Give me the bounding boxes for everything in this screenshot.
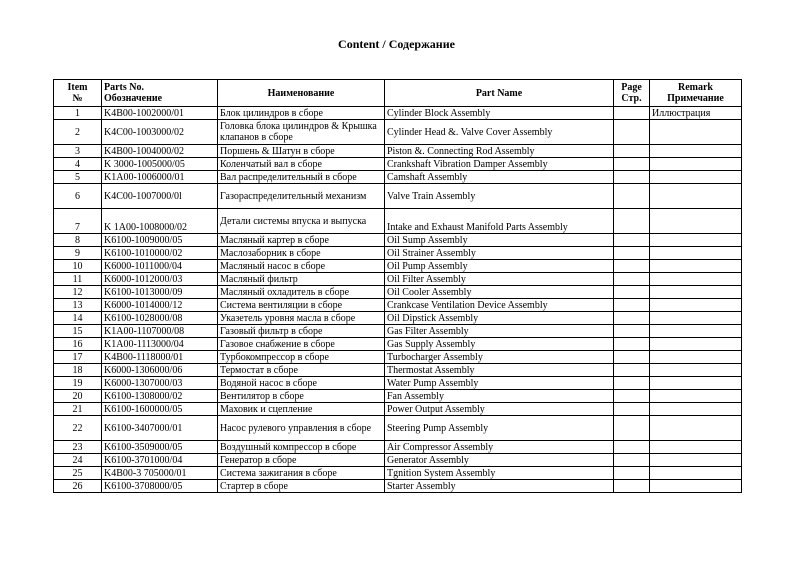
cell-item-number: 6 [54,184,102,209]
cell-part-name: Fan Assembly [385,390,614,403]
cell-parts-no: K6000-1307000/03 [102,377,218,390]
cell-parts-no: K4B00-1002000/01 [102,107,218,120]
cell-remark [650,234,742,247]
cell-page [614,467,650,480]
cell-part-name: Starter Assembly [385,480,614,493]
cell-page [614,325,650,338]
table-row [54,145,742,158]
cell-parts-no: K4B00-3 705000/01 [102,467,218,480]
cell-parts-no: K4C00-1003000/02 [102,120,218,145]
cell-item-number: 17 [54,351,102,364]
cell-parts-no: K6100-1010000/02 [102,247,218,260]
cell-parts-no: K 1A00-1008000/02 [102,209,218,234]
cell-page [614,338,650,351]
cell-name-ru: Насос рулевого управления в сборе [218,416,385,441]
cell-name-ru: Детали системы впуска и выпуска [218,209,385,234]
cell-page [614,247,650,260]
table-row [54,260,742,273]
cell-name-ru: Масляный фильтр [218,273,385,286]
cell-item-number: 11 [54,273,102,286]
cell-item-number: 23 [54,441,102,454]
cell-part-name: Oil Filter Assembly [385,273,614,286]
cell-name-ru: Маховик и сцепление [218,403,385,416]
table-row [54,338,742,351]
cell-item-number: 25 [54,467,102,480]
cell-parts-no: K1A00-1107000/08 [102,325,218,338]
cell-remark [650,416,742,441]
cell-parts-no: K6100-3701000/04 [102,454,218,467]
cell-item-number: 26 [54,480,102,493]
cell-parts-no: K1A00-1113000/04 [102,338,218,351]
cell-remark [650,171,742,184]
cell-part-name: Turbocharger Assembly [385,351,614,364]
table-row [54,351,742,364]
cell-page [614,390,650,403]
cell-page [614,158,650,171]
cell-remark [650,467,742,480]
cell-page [614,234,650,247]
table-row [54,377,742,390]
table-row [54,416,742,441]
cell-parts-no: K 3000-1005000/05 [102,158,218,171]
cell-parts-no: K6100-1009000/05 [102,234,218,247]
table-row [54,273,742,286]
cell-part-name: Thermostat Assembly [385,364,614,377]
cell-name-ru: Система зажигания в сборе [218,467,385,480]
cell-name-ru: Коленчатый вал в сборе [218,158,385,171]
table-row [54,107,742,120]
cell-remark [650,299,742,312]
cell-item-number: 15 [54,325,102,338]
cell-page [614,454,650,467]
cell-part-name: Oil Pump Assembly [385,260,614,273]
cell-remark [650,286,742,299]
cell-item-number: 9 [54,247,102,260]
cell-page [614,260,650,273]
cell-name-ru: Воздушный компрессор в сборе [218,441,385,454]
cell-item-number: 8 [54,234,102,247]
cell-item-number: 10 [54,260,102,273]
cell-parts-no: K1A00-1006000/01 [102,171,218,184]
cell-remark [650,120,742,145]
cell-name-ru: Стартер в сборе [218,480,385,493]
cell-part-name: Crankcase Ventilation Device Assembly [385,299,614,312]
cell-name-ru: Водяной насос в сборе [218,377,385,390]
table-row [54,403,742,416]
cell-parts-no: K6100-3708000/05 [102,480,218,493]
cell-page [614,441,650,454]
cell-name-ru: Термостат в сборе [218,364,385,377]
table-header-row [54,80,742,107]
cell-page [614,364,650,377]
table-row [54,299,742,312]
cell-remark [650,377,742,390]
cell-part-name: Oil Strainer Assembly [385,247,614,260]
cell-remark [650,247,742,260]
cell-remark [650,390,742,403]
cell-page [614,403,650,416]
cell-parts-no: K6100-1600000/05 [102,403,218,416]
cell-page [614,416,650,441]
cell-item-number: 20 [54,390,102,403]
table-row [54,184,742,209]
cell-page [614,377,650,390]
cell-part-name: Tgnition System Assembly [385,467,614,480]
cell-item-number: 19 [54,377,102,390]
cell-remark [650,325,742,338]
cell-part-name: Cylinder Head &. Valve Cover Assembly [385,120,614,145]
cell-item-number: 22 [54,416,102,441]
cell-parts-no: K4B00-1118000/01 [102,351,218,364]
cell-name-ru: Масляный охладитель в сборе [218,286,385,299]
cell-part-name: Water Pump Assembly [385,377,614,390]
cell-page [614,171,650,184]
cell-part-name: Camshaft Assembly [385,171,614,184]
cell-page [614,273,650,286]
cell-parts-no: K6000-1011000/04 [102,260,218,273]
header-remark: Remark Примечание [650,80,742,107]
cell-name-ru: Система вентиляции в сборе [218,299,385,312]
cell-item-number: 18 [54,364,102,377]
cell-name-ru: Турбокомпрессор в сборе [218,351,385,364]
header-item: Item № [54,80,102,107]
cell-name-ru: Поршень & Шатун в сборе [218,145,385,158]
cell-part-name: Gas Filter Assembly [385,325,614,338]
cell-remark [650,480,742,493]
cell-part-name: Generator Assembly [385,454,614,467]
cell-part-name: Air Compressor Assembly [385,441,614,454]
cell-parts-no: K6100-1028000/08 [102,312,218,325]
cell-page [614,286,650,299]
cell-name-ru: Газораспределительный механизм [218,184,385,209]
cell-page [614,145,650,158]
cell-part-name: Oil Dipstick Assembly [385,312,614,325]
cell-remark [650,441,742,454]
cell-parts-no: K6100-3407000/01 [102,416,218,441]
cell-remark [650,364,742,377]
header-name-ru: Наименование [218,80,385,107]
cell-part-name: Power Output Assembly [385,403,614,416]
cell-item-number: 3 [54,145,102,158]
cell-item-number: 14 [54,312,102,325]
cell-page [614,351,650,364]
table-row [54,441,742,454]
cell-remark [650,158,742,171]
page-title: Content / Содержание [338,37,455,51]
table-row [54,325,742,338]
cell-remark [650,338,742,351]
table-row [54,312,742,325]
cell-parts-no: K6000-1012000/03 [102,273,218,286]
cell-name-ru: Вал распределительный в сборе [218,171,385,184]
cell-remark: Иллюстрация [650,107,742,120]
table-row [54,286,742,299]
cell-part-name: Oil Cooler Assembly [385,286,614,299]
cell-item-number: 24 [54,454,102,467]
cell-item-number: 5 [54,171,102,184]
cell-name-ru: Блок цилиндров в сборе [218,107,385,120]
table-row [54,480,742,493]
cell-page [614,184,650,209]
cell-item-number: 21 [54,403,102,416]
table-row [54,467,742,480]
cell-item-number: 16 [54,338,102,351]
cell-page [614,312,650,325]
cell-name-ru: Маслозаборник в сборе [218,247,385,260]
cell-page [614,480,650,493]
cell-name-ru: Генератор в сборе [218,454,385,467]
cell-part-name: Intake and Exhaust Manifold Parts Assembly [385,209,614,234]
cell-remark [650,403,742,416]
table-row [54,364,742,377]
cell-parts-no: K6100-1013000/09 [102,286,218,299]
cell-parts-no: K6000-1014000/12 [102,299,218,312]
header-parts-no: Parts No. Обозначение [102,80,218,107]
contents-table [53,79,742,493]
cell-page [614,299,650,312]
cell-parts-no: K6100-3509000/05 [102,441,218,454]
cell-name-ru: Вентилятор в сборе [218,390,385,403]
cell-name-ru: Масляный насос в сборе [218,260,385,273]
cell-part-name: Steering Pump Assembly [385,416,614,441]
cell-remark [650,209,742,234]
cell-item-number: 1 [54,107,102,120]
cell-page [614,120,650,145]
cell-name-ru: Головка блока цилиндров & Крышка клапанов в сборе [218,120,385,145]
table-row [54,247,742,260]
cell-remark [650,145,742,158]
cell-page [614,107,650,120]
table-row [54,454,742,467]
cell-remark [650,260,742,273]
cell-parts-no: K6100-1308000/02 [102,390,218,403]
cell-item-number: 12 [54,286,102,299]
cell-part-name: Gas Supply Assembly [385,338,614,351]
cell-name-ru: Газовый фильтр в сборе [218,325,385,338]
cell-remark [650,312,742,325]
cell-item-number: 4 [54,158,102,171]
cell-part-name: Cylinder Block Assembly [385,107,614,120]
cell-part-name: Oil Sump Assembly [385,234,614,247]
cell-remark [650,273,742,286]
table-row [54,171,742,184]
table-row [54,209,742,234]
cell-parts-no: K4C00-1007000/0l [102,184,218,209]
cell-parts-no: K4B00-1004000/02 [102,145,218,158]
cell-item-number: 2 [54,120,102,145]
cell-remark [650,184,742,209]
table-row [54,158,742,171]
cell-remark [650,454,742,467]
header-page: Page Стр. [614,80,650,107]
cell-part-name: Crankshaft Vibration Damper Assembly [385,158,614,171]
cell-item-number: 13 [54,299,102,312]
cell-name-ru: Масляный картер в сборе [218,234,385,247]
table-row [54,234,742,247]
cell-part-name: Piston &. Connecting Rod Assembly [385,145,614,158]
cell-remark [650,351,742,364]
cell-item-number: 7 [54,209,102,234]
header-part-name: Part Name [385,80,614,107]
cell-part-name: Valve Train Assembly [385,184,614,209]
table-row [54,120,742,145]
cell-name-ru: Указетель уровня масла в сборе [218,312,385,325]
cell-page [614,209,650,234]
cell-name-ru: Газовое снабжение в сборе [218,338,385,351]
table-row [54,390,742,403]
cell-parts-no: K6000-1306000/06 [102,364,218,377]
